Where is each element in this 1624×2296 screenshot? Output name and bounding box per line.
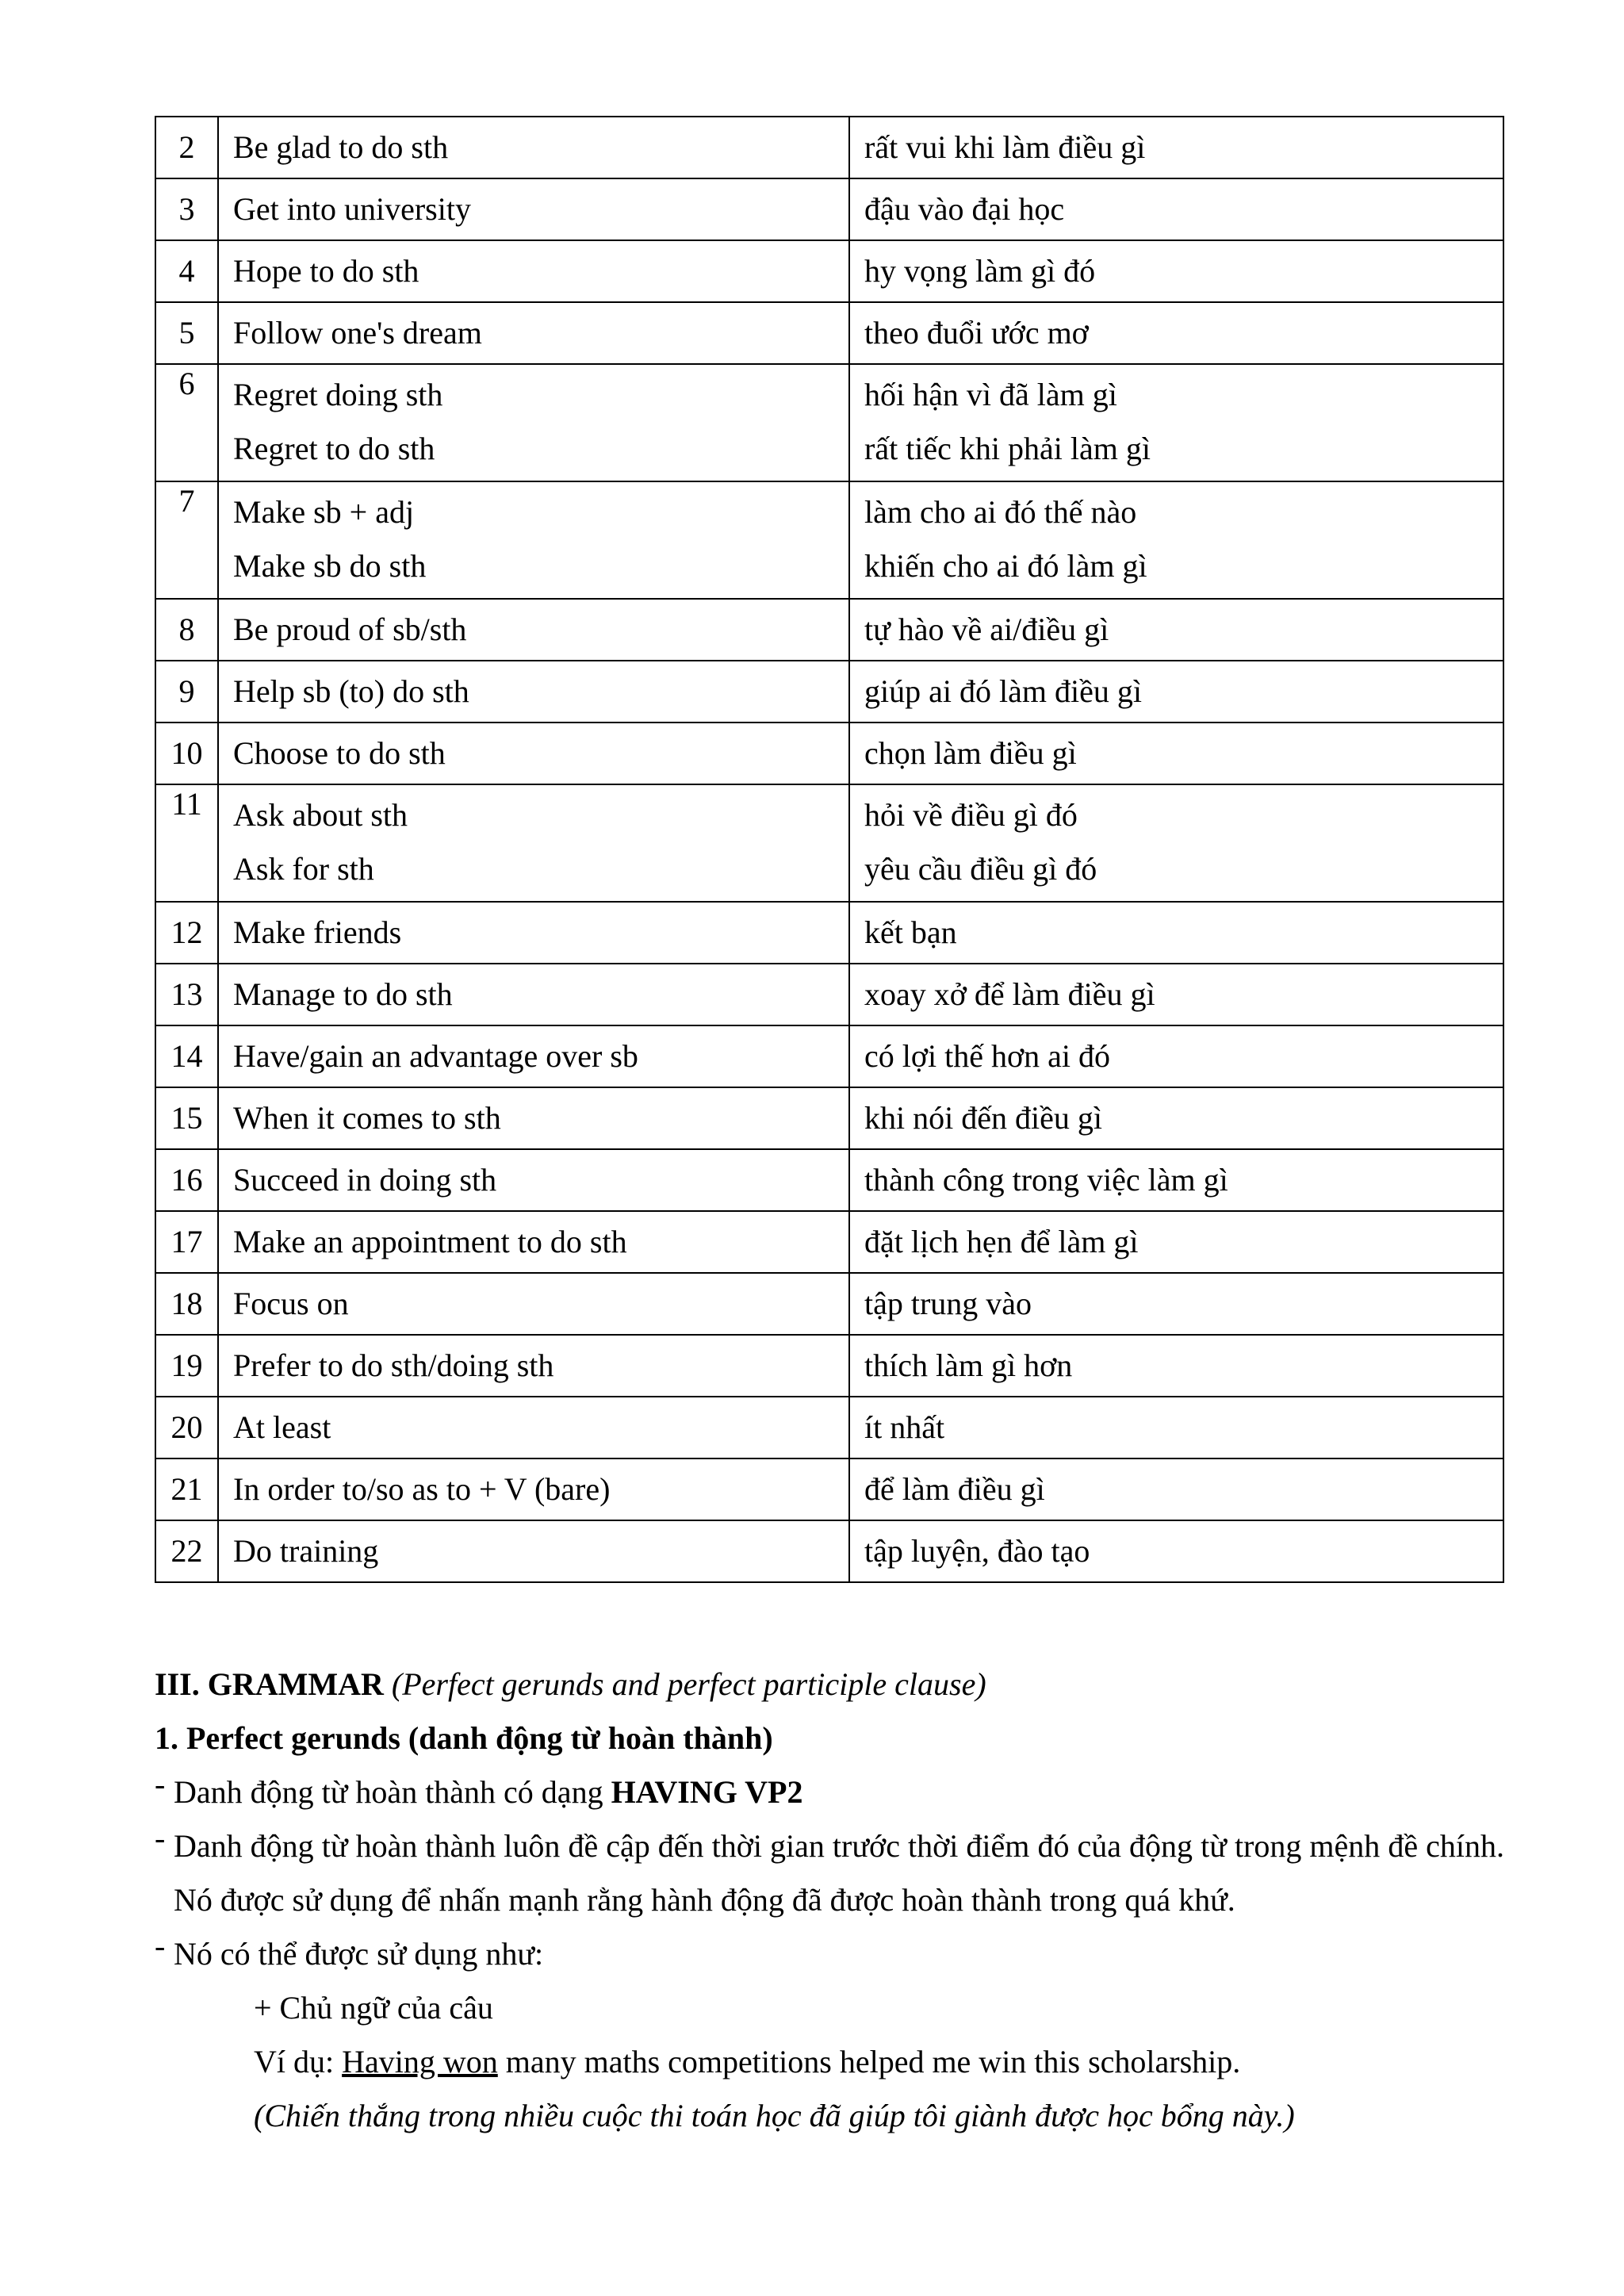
phrase-text: Follow one's dream — [233, 315, 482, 351]
meaning-text: rất tiếc khi phải làm gì — [864, 431, 1151, 466]
meaning-cell — [849, 1397, 1503, 1458]
meaning-text: thích làm gì hơn — [864, 1347, 1073, 1383]
phrase-text: Be glad to do sth — [233, 129, 449, 165]
meaning-cell — [849, 1025, 1503, 1087]
meaning-text: để làm điều gì — [864, 1471, 1045, 1507]
meaning-text: xoay xở để làm điều gì — [864, 976, 1155, 1012]
grammar-section — [155, 1658, 1504, 2143]
table-row — [155, 1273, 1503, 1335]
meaning-text: đậu vào đại học — [864, 191, 1065, 227]
meaning-cell — [849, 117, 1503, 178]
table-row — [155, 902, 1503, 964]
phrase-text: At least — [233, 1409, 331, 1445]
meaning-cell — [849, 364, 1503, 481]
meaning-text: đặt lịch hẹn để làm gì — [864, 1224, 1139, 1259]
phrase-cell — [218, 1149, 849, 1211]
phrase-cell — [218, 302, 849, 364]
row-number: 3 — [155, 178, 218, 240]
phrase-text: Make sb do sth — [233, 548, 427, 584]
row-number: 2 — [155, 117, 218, 178]
meaning-text: giúp ai đó làm điều gì — [864, 673, 1142, 709]
meaning-cell — [849, 599, 1503, 661]
row-number: 18 — [155, 1273, 218, 1335]
example-sentence: Ví dụ: Having won many maths competitions helped me win this scholarship. — [254, 2044, 1241, 2079]
meaning-text: ít nhất — [864, 1409, 945, 1445]
phrase-text: Be proud of sb/sth — [233, 611, 467, 647]
table-row — [155, 178, 1503, 240]
meaning-text: tập luyện, đào tạo — [864, 1533, 1090, 1569]
meaning-cell — [849, 661, 1503, 723]
phrase-cell — [218, 964, 849, 1025]
table-row — [155, 1149, 1503, 1211]
row-number: 8 — [155, 599, 218, 661]
phrase-text: Ask for sth — [233, 851, 374, 887]
row-number: 12 — [155, 902, 218, 964]
meaning-text: yêu cầu điều gì đó — [864, 851, 1097, 887]
table-row — [155, 1397, 1503, 1458]
row-number: 14 — [155, 1025, 218, 1087]
meaning-cell — [849, 784, 1503, 902]
phrase-text: Manage to do sth — [233, 976, 453, 1012]
table-row — [155, 661, 1503, 723]
phrase-text: Regret doing sth — [233, 377, 443, 412]
example-translation: (Chiến thắng trong nhiều cuộc thi toán học đã giúp tôi giành được học bổng này.) — [254, 2098, 1295, 2133]
phrase-cell — [218, 1211, 849, 1273]
row-number: 4 — [155, 240, 218, 302]
meaning-cell — [849, 1520, 1503, 1582]
table-row — [155, 1458, 1503, 1520]
phrase-text: Prefer to do sth/doing sth — [233, 1347, 554, 1383]
phrase-cell — [218, 1025, 849, 1087]
meaning-cell — [849, 723, 1503, 784]
meaning-cell — [849, 902, 1503, 964]
table-row — [155, 964, 1503, 1025]
row-number: 7 — [155, 481, 218, 599]
table-row — [155, 1211, 1503, 1273]
row-number: 11 — [155, 784, 218, 902]
row-number: 13 — [155, 964, 218, 1025]
meaning-text: thành công trong việc làm gì — [864, 1162, 1228, 1198]
table-row — [155, 723, 1503, 784]
meaning-cell — [849, 1458, 1503, 1520]
meaning-cell — [849, 481, 1503, 599]
bullet-usage: - Nó có thể được sử dụng như: — [155, 1928, 544, 1972]
meaning-cell — [849, 240, 1503, 302]
table-row — [155, 1087, 1503, 1149]
meaning-text: rất vui khi làm điều gì — [864, 129, 1146, 165]
sub-heading: 1. Perfect gerunds (danh động từ hoàn thành) — [155, 1720, 773, 1756]
row-number: 15 — [155, 1087, 218, 1149]
meaning-text: khi nói đến điều gì — [864, 1100, 1102, 1136]
meaning-text: làm cho ai đó thế nào — [864, 494, 1137, 530]
meaning-text: kết bạn — [864, 914, 957, 950]
phrase-cell — [218, 1397, 849, 1458]
phrase-text: When it comes to sth — [233, 1100, 501, 1136]
meaning-cell — [849, 1149, 1503, 1211]
table-row — [155, 784, 1503, 902]
row-number: 10 — [155, 723, 218, 784]
phrase-text: Succeed in doing sth — [233, 1162, 497, 1198]
meaning-cell — [849, 1273, 1503, 1335]
phrase-cell — [218, 661, 849, 723]
phrase-cell — [218, 481, 849, 599]
meaning-text: hối hận vì đã làm gì — [864, 377, 1117, 412]
meaning-text: tự hào về ai/điều gì — [864, 611, 1109, 647]
bullet-meaning: - Danh động từ hoàn thành luôn đề cập đến thời gian trước thời điểm đó của động từ trong mệnh đề chính. Nó được sử dụng để nhấn mạnh rằng hành động đã được hoàn thành trong quá khứ. — [155, 1820, 1504, 1918]
table-row — [155, 1025, 1503, 1087]
phrase-text: Do training — [233, 1533, 379, 1569]
phrase-cell — [218, 902, 849, 964]
phrase-cell — [218, 1458, 849, 1520]
phrase-cell — [218, 723, 849, 784]
vocabulary-table — [155, 116, 1504, 1583]
row-number: 22 — [155, 1520, 218, 1582]
phrase-text: Regret to do sth — [233, 431, 435, 466]
row-number: 19 — [155, 1335, 218, 1397]
meaning-cell — [849, 302, 1503, 364]
table-row — [155, 1520, 1503, 1582]
phrase-text: Make friends — [233, 914, 402, 950]
phrase-cell — [218, 1335, 849, 1397]
bullet-form: - Danh động từ hoàn thành có dạng HAVING VP2 — [155, 1766, 803, 1810]
meaning-text: khiến cho ai đó làm gì — [864, 548, 1147, 584]
phrase-cell — [218, 117, 849, 178]
phrase-cell — [218, 1520, 849, 1582]
phrase-cell — [218, 784, 849, 902]
table-row — [155, 481, 1503, 599]
meaning-cell — [849, 178, 1503, 240]
row-number: 21 — [155, 1458, 218, 1520]
row-number: 9 — [155, 661, 218, 723]
row-number: 6 — [155, 364, 218, 481]
row-number: 20 — [155, 1397, 218, 1458]
table-row — [155, 364, 1503, 481]
phrase-text: In order to/so as to + V (bare) — [233, 1471, 611, 1507]
row-number: 5 — [155, 302, 218, 364]
phrase-text: Choose to do sth — [233, 735, 446, 771]
section-heading: III. GRAMMAR (Perfect gerunds and perfect participle clause) — [155, 1666, 986, 1702]
meaning-cell — [849, 964, 1503, 1025]
phrase-text: Focus on — [233, 1286, 349, 1321]
phrase-cell — [218, 1273, 849, 1335]
meaning-text: có lợi thế hơn ai đó — [864, 1038, 1111, 1074]
meaning-cell — [849, 1211, 1503, 1273]
row-number: 17 — [155, 1211, 218, 1273]
meaning-cell — [849, 1087, 1503, 1149]
phrase-cell — [218, 599, 849, 661]
table-row — [155, 1335, 1503, 1397]
table-row — [155, 117, 1503, 178]
phrase-text: Make an appointment to do sth — [233, 1224, 627, 1259]
phrase-cell — [218, 1087, 849, 1149]
phrase-cell — [218, 364, 849, 481]
meaning-text: theo đuổi ước mơ — [864, 315, 1089, 351]
phrase-cell — [218, 240, 849, 302]
meaning-text: tập trung vào — [864, 1286, 1032, 1321]
meaning-text: hy vọng làm gì đó — [864, 253, 1096, 289]
table-row — [155, 240, 1503, 302]
usage-item: + Chủ ngữ của câu — [254, 1990, 493, 2026]
phrase-text: Help sb (to) do sth — [233, 673, 469, 709]
row-number: 16 — [155, 1149, 218, 1211]
phrase-cell — [218, 178, 849, 240]
meaning-text: hỏi về điều gì đó — [864, 797, 1078, 833]
meaning-text: chọn làm điều gì — [864, 735, 1077, 771]
phrase-text: Ask about sth — [233, 797, 408, 833]
table-row — [155, 599, 1503, 661]
phrase-text: Have/gain an advantage over sb — [233, 1038, 638, 1074]
table-row — [155, 302, 1503, 364]
phrase-text: Get into university — [233, 191, 471, 227]
vocabulary-table-body — [155, 117, 1503, 1582]
meaning-cell — [849, 1335, 1503, 1397]
phrase-text: Hope to do sth — [233, 253, 419, 289]
phrase-text: Make sb + adj — [233, 494, 415, 530]
